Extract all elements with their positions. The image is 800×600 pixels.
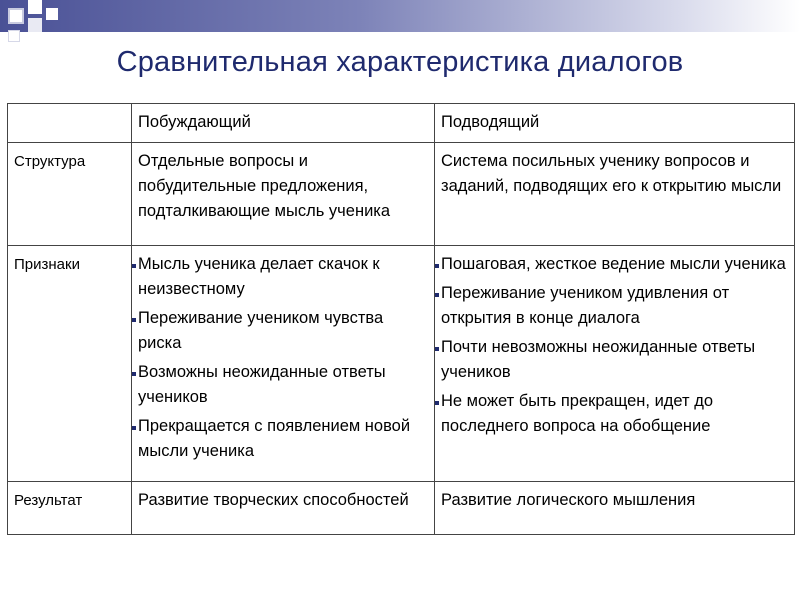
list-item xyxy=(441,252,788,277)
header-cell-empty xyxy=(8,104,132,143)
features-prompting-list xyxy=(138,252,428,464)
header-strip xyxy=(0,0,800,32)
table-header-row xyxy=(8,104,795,143)
row-label-structure: Структура xyxy=(8,143,132,246)
cell-features-leading xyxy=(435,246,795,482)
comparison-table xyxy=(7,103,795,535)
list-item-text: Почти невозможны неожиданные ответы учеников xyxy=(441,338,756,381)
decorative-squares xyxy=(0,0,70,48)
bullet-icon xyxy=(435,347,439,351)
bullet-icon xyxy=(435,264,439,268)
cell-structure-leading: Система посильных ученику вопросов и заданий, подводящих его к открытию мысли xyxy=(435,143,795,246)
list-item xyxy=(138,360,428,410)
bullet-icon xyxy=(132,318,136,322)
list-item-text: Возможны неожиданные ответы учеников xyxy=(138,363,386,406)
list-item-text: Прекращается с появлением новой мысли ученика xyxy=(138,417,411,460)
bullet-icon xyxy=(435,293,439,297)
list-item-text: Переживание учеником чувства риска xyxy=(138,309,384,352)
list-item xyxy=(138,306,428,356)
bullet-icon xyxy=(132,372,136,376)
header-cell-prompting: Побуждающий xyxy=(132,104,435,143)
cell-result-leading: Развитие логического мышления xyxy=(435,482,795,535)
bullet-icon xyxy=(435,401,439,405)
list-item xyxy=(441,281,788,331)
list-item-text: Не может быть прекращен, идет до последнего вопроса на обобщение xyxy=(441,392,713,435)
table-row xyxy=(8,143,795,246)
list-item xyxy=(441,389,788,439)
list-item-text: Переживание учеником удивления от открытия в конце диалога xyxy=(441,284,730,327)
list-item xyxy=(441,335,788,385)
cell-result-prompting: Развитие творческих способностей xyxy=(132,482,435,535)
bullet-icon xyxy=(132,426,136,430)
list-item xyxy=(138,414,428,464)
header-cell-leading: Подводящий xyxy=(435,104,795,143)
row-label-features: Признаки xyxy=(8,246,132,482)
list-item-text: Пошаговая, жесткое ведение мысли ученика xyxy=(441,255,786,273)
table-row xyxy=(8,246,795,482)
row-label-result: Результат xyxy=(8,482,132,535)
table-row xyxy=(8,482,795,535)
page-title: Сравнительная характеристика диалогов xyxy=(116,46,684,78)
list-item-text: Мысль ученика делает скачок к неизвестному xyxy=(138,255,380,298)
features-leading-list xyxy=(441,252,788,439)
list-item xyxy=(138,252,428,302)
cell-features-prompting xyxy=(132,246,435,482)
cell-structure-prompting: Отдельные вопросы и побудительные предложения, подталкивающие мысль ученика xyxy=(132,143,435,246)
bullet-icon xyxy=(132,264,136,268)
